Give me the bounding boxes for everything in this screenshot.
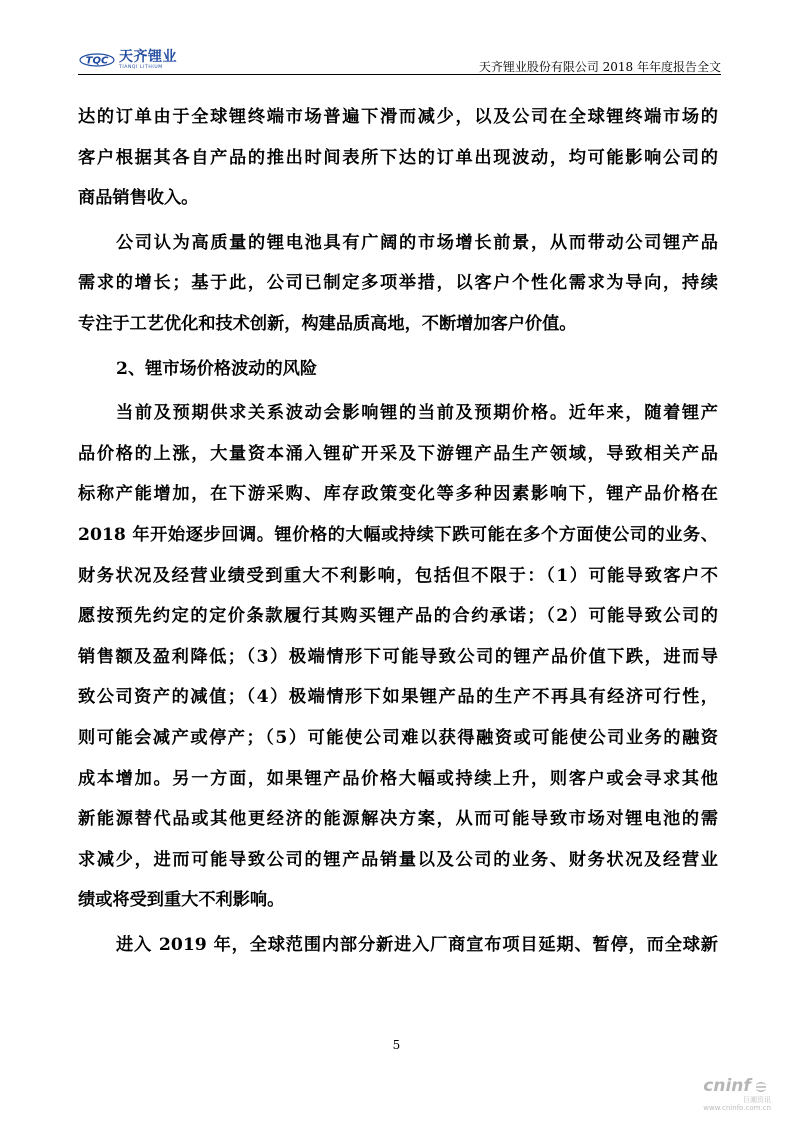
text-line: 求减少，进而可能导致公司的锂产品销量以及公司的业务、财务状况及经营业 [78,849,718,870]
text-line: 新能源替代品或其他更经济的能源解决方案，从而可能导致市场对锂电池的需 [78,809,718,830]
logo-subtitle: TIANQI LITHIUM [119,65,163,70]
text-line: 专注于工艺优化和技术创新，构建品质高地，不断增加客户价值。 [78,313,577,334]
text-line: 致公司资产的减值；（4）极端情形下如果锂产品的生产不再具有经济可行性， [78,687,718,708]
logo-name: 天齐锂业 [119,49,177,65]
paragraph-end [78,178,718,219]
paragraph [78,97,718,178]
paragraph-end [78,304,718,345]
tqc-logo-icon [78,50,116,70]
text-line: 公司认为高质量的锂电池具有广阔的市场增长前景，从而带动公司锂产品 [116,232,718,253]
text-line: 品价格的上涨，大量资本涌入锂矿开采及下游锂产品生产领域，导致相关产品 [78,443,718,464]
text-line: 需求的增长；基于此，公司已制定多项举措，以客户个性化需求为导向，持续 [78,273,718,294]
text-line: 标称产能增加，在下游采购、库存政策变化等多种因素影响下，锂产品价格在 [78,484,718,505]
paragraph [78,223,718,304]
page-header [78,46,721,75]
text-line: 2018 年开始逐步回调。锂价格的大幅或持续下跌可能在多个方面使公司的业务、 [78,524,718,545]
page-number: 5 [392,1038,401,1052]
text-line: 绩或将受到重大不利影响。 [78,890,285,911]
text-line: 达的订单由于全球锂终端市场普遍下滑而减少，以及公司在全球锂终端市场的 [78,107,718,127]
text-line: 财务状况及经营业绩受到重大不利影响，包括但不限于：（1）可能导致客户不 [78,565,718,586]
heading-text: 2、锂市场价格波动的风险 [116,358,318,379]
paragraph-end [78,880,718,921]
text-line: 进入 2019 年，全球范围内部分新进入厂商宣布项目延期、暂停，而全球新 [116,934,718,955]
text-line: 愿按预先约定的定价条款履行其购买锂产品的合约承诺；（2）可能导致公司的 [78,606,718,627]
paragraph [78,393,718,880]
watermark-subtitle: 巨潮资讯 [743,1096,771,1104]
text-line: 客户根据其各自产品的推出时间表所下达的订单出现波动，均可能影响公司的 [78,147,718,168]
company-logo [78,50,177,71]
text-line: 销售额及盈利降低；（3）极端情形下可能导致公司的锂产品价值下跌，进而导 [78,646,718,667]
watermark-brand [703,1078,771,1095]
watermark-brand-text: cninf [703,1076,751,1096]
paragraph [78,925,718,966]
report-title: 天齐锂业股份有限公司 2018 年年度报告全文 [478,60,721,74]
body-text [78,97,718,965]
cninfo-watermark [703,1078,771,1112]
svg-text:TQC: TQC [85,55,109,67]
section-heading [78,349,718,390]
text-line: 则可能会减产或停产；（5）可能使公司难以获得融资或可能使公司业务的融资 [78,727,718,748]
text-line: 商品销售收入。 [78,188,199,209]
text-line: 当前及预期供求关系波动会影响锂的当前及预期价格。近年来，随着锂产 [116,403,718,424]
watermark-url: www.cninfo.com.cn [703,1104,771,1112]
cninfo-swirl-icon [754,1080,768,1094]
text-line: 成本增加。另一方面，如果锂产品价格大幅或持续上升，则客户或会寻求其他 [78,768,718,789]
